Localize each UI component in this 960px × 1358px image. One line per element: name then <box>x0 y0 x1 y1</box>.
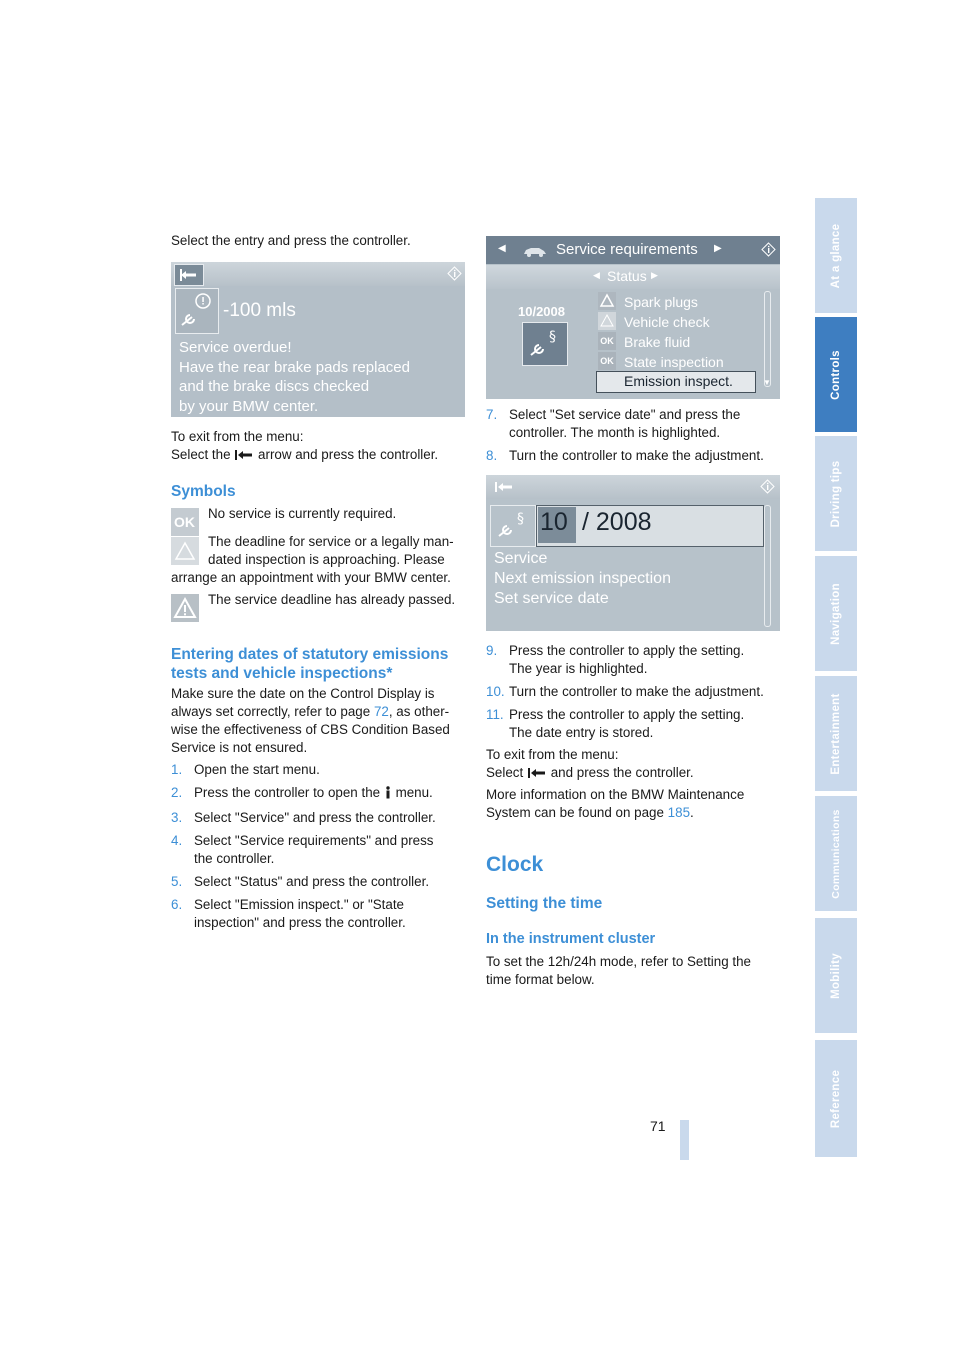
ok-symbol-icon: OK <box>598 352 616 370</box>
overdue-line-2: Have the rear brake pads replaced <box>179 358 410 376</box>
car-icon <box>522 244 548 256</box>
sym-approach-l1: The deadline for service or a legally man- <box>208 534 454 549</box>
intro-text: Select the entry and press the controller. <box>171 233 411 248</box>
status-item-vehicle-check: Vehicle check <box>624 314 710 330</box>
svg-text:§: § <box>549 329 556 345</box>
para-line-1: Make sure the date on the Control Display is <box>171 686 435 701</box>
exit-line-1: To exit from the menu: <box>171 429 304 444</box>
step-1: 1. Open the start menu. <box>171 762 320 777</box>
year-value[interactable]: / 2008 <box>582 508 652 536</box>
info-i-icon <box>384 786 392 804</box>
screen2-sub: Status <box>607 268 647 284</box>
status-item-spark-plugs: Spark plugs <box>624 294 698 310</box>
scrollbar[interactable] <box>764 505 771 627</box>
overdue-line-4: by your BMW center. <box>179 397 319 415</box>
screen2-title: Service requirements <box>556 241 698 258</box>
back-arrow-icon <box>527 766 547 784</box>
symbols-heading: Symbols <box>171 483 236 500</box>
status-item-brake-fluid: Brake fluid <box>624 334 691 350</box>
clock-text-l1: To set the 12h/24h mode, refer to Setting the <box>486 954 752 969</box>
clock-text-l2: time format below. <box>486 972 595 987</box>
month-value[interactable]: 10 <box>540 508 568 536</box>
steps-right-a <box>486 406 786 470</box>
para-line-4: Service is not ensured. <box>171 740 308 755</box>
sym-approach-l2: dated inspection is approaching. Please <box>208 552 445 567</box>
step-9: 9. Press the controller to apply the setting. The year is highlighted. <box>486 643 745 676</box>
back-arrow-icon <box>234 448 254 466</box>
date-line-set-date: Set service date <box>494 590 609 607</box>
service-requirements-screen: ◀ Service requirements ▶ ◀ Status ▶ 10/2008 § OK OK Spark plugs Vehicle check Brake fluid State inspection Emission inspect. ▼ <box>486 236 780 399</box>
info-icon <box>760 479 775 494</box>
step-3: 3. Select "Service" and press the controller. <box>171 810 436 825</box>
back-arrow-icon <box>494 480 514 494</box>
side-tab-navigation <box>815 198 857 1160</box>
sym-approach-l3: arrange an appointment with your BMW center. <box>171 570 451 585</box>
clock-heading: Clock <box>486 853 544 876</box>
more-info-l1: More information on the BMW Maintenance <box>486 787 745 802</box>
status-item-state-inspection: State inspection <box>624 354 724 370</box>
tab-reference[interactable]: Reference <box>815 1040 857 1160</box>
step-6: 6. Select "Emission inspect." or "State inspection" and press the controller. <box>171 897 406 930</box>
tab-communications[interactable]: Communications <box>815 796 857 914</box>
date-line-service: Service <box>494 550 548 567</box>
service-overdue-screen <box>171 262 465 417</box>
tab-entertainment[interactable]: Entertainment <box>815 676 857 794</box>
exit-line-right-1: To exit from the menu: <box>486 747 619 762</box>
service-wrench-icon <box>490 505 536 547</box>
warning-triangle-icon <box>171 594 199 622</box>
tab-mobility[interactable]: Mobility <box>815 918 857 1036</box>
exit-line-right-2: Select and press the controller. <box>486 764 694 784</box>
date-line-next-emission: Next emission inspection <box>494 570 671 587</box>
page-72-link[interactable]: 72 <box>373 704 389 719</box>
tab-navigation[interactable]: Navigation <box>815 556 857 674</box>
tab-driving-tips[interactable]: Driving tips <box>815 436 857 554</box>
page-number: 71 <box>650 1118 666 1134</box>
overdue-line-1: Service overdue! <box>179 339 292 356</box>
sym-ok-text: No service is currently required. <box>208 506 397 521</box>
step-4: 4. Select "Service requirements" and press the controller. <box>171 833 434 866</box>
warning-triangle-outline-icon <box>598 312 616 330</box>
tab-at-a-glance[interactable]: At a glance <box>815 198 857 316</box>
para-line-2: always set correctly, refer to page 72, as other- <box>171 704 450 719</box>
instrument-cluster-heading: In the instrument cluster <box>486 931 656 947</box>
info-icon <box>447 266 462 281</box>
exit-line-2: Select the arrow and press the controller. <box>171 446 438 466</box>
service-wrench-icon <box>175 288 219 334</box>
set-service-date-screen <box>486 475 780 631</box>
step-8: 8. Turn the controller to make the adjustment. <box>486 448 764 463</box>
step-2: 2. Press the controller to open the menu. <box>171 784 471 804</box>
page-185-link[interactable]: 185 <box>667 805 691 820</box>
scrollbar[interactable] <box>764 291 771 387</box>
page-marker <box>680 1120 689 1160</box>
steps-right-b <box>486 642 786 747</box>
setting-time-heading: Setting the time <box>486 895 603 912</box>
svg-text:§: § <box>517 511 524 527</box>
step-5: 5. Select "Status" and press the controller. <box>171 874 430 889</box>
ok-symbol-icon: OK <box>598 332 616 350</box>
distance-readout: -100 mls <box>223 300 296 321</box>
ok-symbol-icon: OK <box>171 508 199 536</box>
entering-heading: Entering dates of statutory emissions tests and vehicle inspections* <box>171 646 449 682</box>
more-info-l2: System can be found on page 185. <box>486 805 694 820</box>
step-7: 7. Select "Set service date" and press the controller. The month is highlighted. <box>486 407 741 440</box>
sym-passed-text: The service deadline has already passed. <box>208 592 456 607</box>
service-wrench-icon <box>522 322 568 366</box>
steps-left <box>171 761 471 937</box>
info-icon <box>761 242 776 257</box>
tab-controls[interactable]: Controls <box>815 317 857 435</box>
warning-triangle-outline-icon <box>171 537 199 565</box>
overdue-line-3: and the brake discs checked <box>179 378 370 395</box>
step-10: 10. Turn the controller to make the adjustment. <box>486 684 764 699</box>
step-11: 11. Press the controller to apply the setting. The date entry is stored. <box>486 707 745 740</box>
screen2-date: 10/2008 <box>518 304 565 319</box>
status-item-emission-inspect: Emission inspect. <box>624 373 733 389</box>
back-arrow-icon <box>174 264 204 286</box>
para-line-3: wise the effectiveness of CBS Condition Based <box>171 722 450 737</box>
warning-triangle-icon <box>598 292 616 310</box>
